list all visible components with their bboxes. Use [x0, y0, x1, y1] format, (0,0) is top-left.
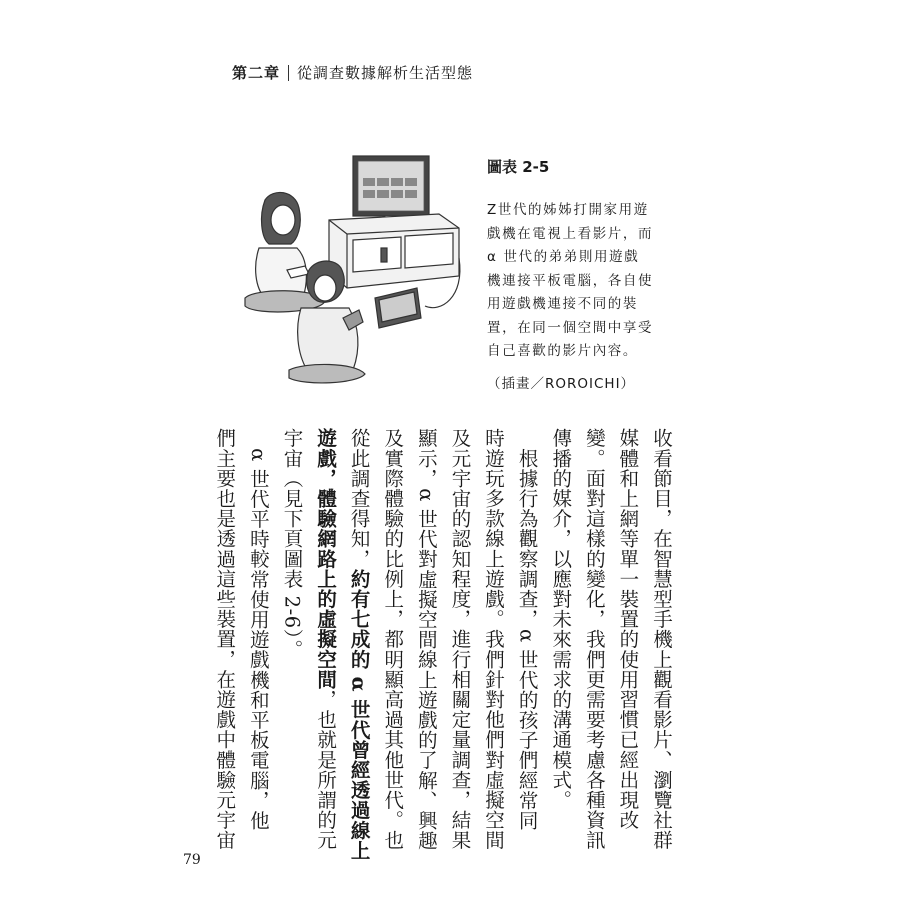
- body-column: 宇宙（見下頁圖表 2-6）。: [280, 428, 304, 660]
- body-column: 收看節目，在智慧型手機上觀看影片、瀏覽社群: [650, 428, 673, 851]
- body-column: 及元宇宙的認知程度，進行相關定量調查，結果: [448, 428, 472, 851]
- body-column: α 世代平時較常使用遊戲機和平板電腦，他: [246, 428, 270, 831]
- body-column: 媒體和上網等單一裝置的使用習慣已經出現改: [616, 428, 640, 830]
- body-column: 及實際體驗的比例上，都明顯高過其他世代。也: [381, 428, 405, 851]
- body-column: 時遊玩多款線上遊戲。我們針對他們對虛擬空間: [482, 428, 506, 851]
- caption-line: 置，在同一個空間中享受: [487, 319, 654, 336]
- figure-title: 圖表 2-5: [487, 158, 550, 176]
- emphasis-text: 遊戲，體驗網路上的虛擬空間: [314, 428, 338, 690]
- body-column: [308, 428, 342, 851]
- caption-line: 用遊戲機連接不同的裝: [487, 296, 638, 312]
- body-column: [342, 428, 376, 861]
- caption-line: 機連接平板電腦，各自使: [487, 272, 654, 289]
- page-number: 79: [183, 852, 201, 868]
- chapter-title: 從調查數據解析生活型態: [297, 64, 474, 82]
- illustration-credit: （插畫／ROROICHI）: [487, 375, 636, 392]
- body-text-segment: ，也就是所謂的元: [314, 689, 338, 851]
- body-column: 傳播的媒介，以應對未來需求的溝通模式。: [549, 428, 573, 810]
- illustration-siblings-gaming: [225, 148, 475, 388]
- body-column: 顯示，α 世代對虛擬空間線上遊戲的了解、興趣: [414, 428, 438, 851]
- caption-line: 自己喜歡的影片內容。: [487, 343, 638, 359]
- body-text-segment: 從此調查得知，: [347, 428, 371, 569]
- caption-line: Z世代的姊姊打開家用遊: [487, 202, 649, 218]
- figure-caption: [487, 156, 667, 392]
- emphasis-text: 約有七成的 α 世代曾經透過線上: [347, 568, 371, 861]
- caption-line: α 世代的弟弟則用遊戲: [487, 249, 640, 265]
- caption-line: 戲機在電視上看影片，而: [487, 225, 654, 242]
- chapter-label: 第二章: [232, 64, 281, 82]
- header-separator: [288, 65, 289, 81]
- body-column: 根據行為觀察調查，α 世代的孩子們經常同: [515, 428, 539, 831]
- body-column: 變。面對這樣的變化，我們更需要考慮各種資訊: [582, 428, 606, 851]
- chapter-header: [232, 62, 473, 83]
- body-column: 們主要也是透過這些裝置，在遊戲中體驗元宇宙: [213, 428, 237, 851]
- body-text: [208, 428, 678, 861]
